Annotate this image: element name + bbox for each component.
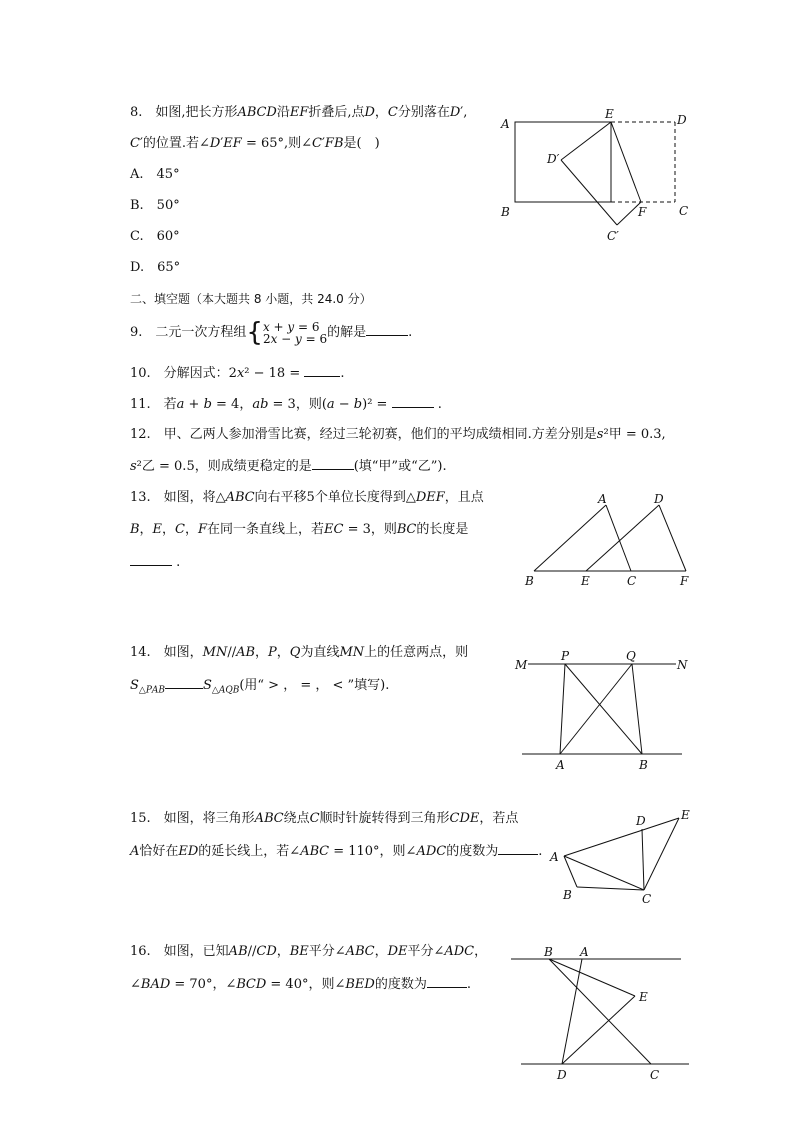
q15-seg-ae bbox=[564, 818, 679, 856]
q14-s2-sub: △𝐴𝑄𝐵 bbox=[211, 685, 240, 696]
q14-seg-qa bbox=[560, 664, 632, 754]
q11-prefix: 11. 若𝑎 + 𝑏 = 4，𝑎𝑏 = 3，则(𝑎 − 𝑏)² = bbox=[130, 397, 392, 412]
q13-label-d: D bbox=[654, 492, 664, 506]
q9-suffix: 的解是 bbox=[327, 325, 367, 340]
q13-answer-blank[interactable] bbox=[130, 553, 172, 566]
q13-line1: 13. 如图，将△𝐴𝐵𝐶向右平移5个单位长度得到△𝐷𝐸𝐹，且点 bbox=[130, 490, 484, 505]
q15-label-a: A bbox=[550, 850, 559, 864]
q16-answer-blank[interactable] bbox=[427, 975, 467, 988]
q15-label-c: C bbox=[642, 892, 652, 905]
q13-label-c: C bbox=[627, 574, 637, 588]
q15-label-d: D bbox=[636, 814, 646, 828]
q13-seg-ed bbox=[586, 505, 659, 571]
q16-line1: 16. 如图，已知𝐴𝐵//𝐶𝐷，𝐵𝐸平分∠𝐴𝐵𝐶，𝐷𝐸平分∠𝐴𝐷𝐶， bbox=[130, 944, 488, 959]
q16-end: . bbox=[466, 977, 471, 992]
q9-line bbox=[130, 318, 412, 348]
q16-label-e: E bbox=[639, 990, 648, 1004]
q11-line bbox=[130, 395, 442, 414]
q14-label-n: N bbox=[677, 658, 688, 672]
q8-label-e: E bbox=[605, 107, 614, 121]
q8-label-b: B bbox=[501, 205, 510, 219]
q14-s2: 𝑆 bbox=[203, 678, 212, 693]
q15-line1: 15. 如图，将三角形𝐴𝐵𝐶绕点𝐶顺时针旋转得到三角形𝐶𝐷𝐸，若点 bbox=[130, 811, 519, 826]
q14-s1-sub: △𝑃𝐴𝐵 bbox=[138, 685, 165, 696]
q8-label-dprime: D′ bbox=[547, 152, 560, 166]
q13-label-b: B bbox=[525, 574, 534, 588]
q13-seg-ba bbox=[534, 505, 606, 571]
q8-label-cprime: C′ bbox=[607, 229, 619, 243]
q8-option-a: A. 45° bbox=[130, 167, 180, 182]
q8-line2: 𝐶′的位置.若∠𝐷′𝐸𝐹 = 65°,则∠𝐶′𝐹𝐵是( ) bbox=[130, 136, 380, 151]
q16-label-d: D bbox=[557, 1068, 567, 1082]
q16-line2-prefix: ∠𝐵𝐴𝐷 = 70°，∠𝐵𝐶𝐷 = 40°，则∠𝐵𝐸𝐷的度数为 bbox=[130, 977, 427, 992]
q9-eq1: 𝑥 + 𝑦 = 6 bbox=[262, 319, 320, 334]
q14-s1: 𝑆 bbox=[130, 678, 139, 693]
q16-label-c: C bbox=[650, 1068, 660, 1082]
q15-seg-ec bbox=[644, 818, 679, 890]
q14-label-a: A bbox=[556, 758, 565, 772]
q15-seg-dc bbox=[642, 829, 644, 890]
q12-line2-suffix: (填“甲”或“乙”). bbox=[353, 459, 447, 474]
q15-figure bbox=[545, 805, 700, 905]
q8-label-d: D bbox=[677, 113, 687, 127]
q10-line bbox=[130, 364, 345, 383]
q14-seg-qb bbox=[632, 664, 642, 754]
q14-seg-pa bbox=[560, 664, 565, 754]
q13-end: . bbox=[176, 555, 181, 570]
q16-line2 bbox=[130, 975, 471, 994]
q12-answer-blank[interactable] bbox=[312, 457, 354, 470]
q13-line3 bbox=[130, 553, 180, 572]
q9-system bbox=[263, 321, 327, 345]
q13-label-a: A bbox=[598, 492, 607, 506]
section2-title: 二、填空题（本大题共 8 小题，共 24.0 分） bbox=[130, 292, 372, 306]
q16-seg-bc bbox=[549, 959, 651, 1064]
q8-line1: 8. 如图,把长方形𝐴𝐵𝐶𝐷沿𝐸𝐹折叠后,点𝐷，𝐶分别落在𝐷′, bbox=[130, 105, 468, 120]
q13-label-f: F bbox=[680, 574, 689, 588]
q15-line2-prefix: 𝐴恰好在𝐸𝐷的延长线上，若∠𝐴𝐵𝐶 = 110°，则∠𝐴𝐷𝐶的度数为 bbox=[130, 844, 499, 859]
q8-option-c: C. 60° bbox=[130, 229, 180, 244]
q9-answer-blank[interactable] bbox=[366, 323, 408, 336]
q15-end: . bbox=[538, 844, 543, 859]
q14-label-p: P bbox=[561, 649, 570, 663]
q9-end: . bbox=[408, 325, 413, 340]
q10-end: . bbox=[340, 366, 345, 381]
q9-prefix: 9. 二元一次方程组 bbox=[130, 325, 247, 340]
q14-line2 bbox=[130, 676, 389, 700]
q15-label-b: B bbox=[563, 888, 572, 902]
q14-suffix: (用“ > ， = ， < ”填写). bbox=[239, 678, 390, 693]
q10-answer-blank[interactable] bbox=[304, 364, 340, 377]
q8-seg-ed bbox=[561, 122, 611, 160]
q10-prefix: 10. 分解因式：2𝑥² − 18 = bbox=[130, 366, 305, 381]
q14-line1: 14. 如图，𝑀𝑁//𝐴𝐵，𝑃，𝑄为直线𝑀𝑁上的任意两点，则 bbox=[130, 645, 469, 660]
q14-label-b: B bbox=[639, 758, 648, 772]
q8-label-f: F bbox=[638, 205, 647, 219]
q14-figure bbox=[510, 645, 690, 775]
q15-label-e: E bbox=[681, 808, 690, 822]
q12-line2 bbox=[130, 457, 447, 476]
q15-answer-blank[interactable] bbox=[498, 842, 538, 855]
q14-seg-pb bbox=[565, 664, 642, 754]
q14-label-m: M bbox=[515, 658, 528, 672]
q13-seg-ac bbox=[606, 505, 631, 571]
q16-figure bbox=[505, 940, 695, 1085]
q13-seg-df bbox=[659, 505, 686, 571]
q13-figure bbox=[520, 488, 700, 593]
q14-label-q: Q bbox=[626, 649, 636, 663]
q9-eq2: 2𝑥 − 𝑦 = 6 bbox=[262, 331, 328, 346]
q9-brace: { bbox=[246, 317, 263, 348]
q16-label-b: B bbox=[544, 945, 553, 959]
q14-answer-blank[interactable] bbox=[165, 676, 203, 689]
q15-seg-bc bbox=[577, 887, 644, 890]
q13-label-e: E bbox=[581, 574, 590, 588]
q15-line2 bbox=[130, 842, 542, 861]
q16-label-a: A bbox=[580, 945, 589, 959]
q8-option-b: B. 50° bbox=[130, 198, 180, 213]
q8-label-c: C bbox=[679, 204, 689, 218]
q16-seg-be bbox=[549, 959, 635, 996]
q8-seg-dc bbox=[561, 160, 617, 225]
q12-line2-prefix: 𝑠²乙 = 0.5，则成绩更稳定的是 bbox=[130, 459, 312, 474]
q8-label-a: A bbox=[501, 117, 510, 131]
q12-line1: 12. 甲、乙两人参加滑雪比赛，经过三轮初赛，他们的平均成绩相同.方差分别是𝑠²甲 = 0.3, bbox=[130, 427, 666, 442]
q11-answer-blank[interactable] bbox=[392, 395, 434, 408]
q8-figure bbox=[495, 105, 700, 245]
q11-end: . bbox=[437, 397, 442, 412]
q8-fold-ef bbox=[611, 122, 641, 202]
q13-line2: 𝐵，𝐸，𝐶，𝐹在同一条直线上，若𝐸𝐶 = 3，则𝐵𝐶的长度是 bbox=[130, 522, 469, 537]
q8-option-d: D. 65° bbox=[130, 260, 181, 275]
